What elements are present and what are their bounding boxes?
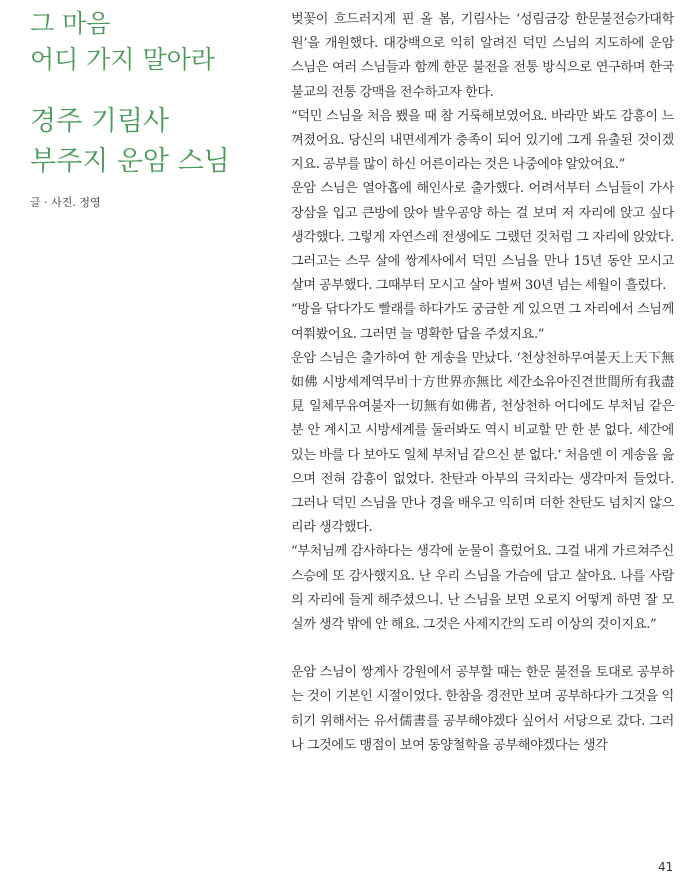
headline <box>30 6 280 78</box>
title-area <box>30 6 280 210</box>
paragraph-4: “방을 닦다가도 빨래를 하다가도 궁금한 게 있으면 그 자리에서 스님께 여쭤봤어요. 그러면 늘 명확한 답을 주셨지요.” <box>291 302 674 342</box>
paragraph-5: 운암 스님은 출가하여 한 게송을 만났다. ‘천상천하무여불天上天下無如佛 시방세계역무비十方世界亦無比 세간소유아진견世間所有我盡見 일체무유여불자一切無有如佛者, 천상천하 어디에도 부처님 같은 분 안 계시고 시방세계를 둘러봐도 역시 비교할 만 한 분 없다. 세간에 있는 바를 다 보아도 일체 부처님 같으신 분 없다.’ 처음엔 이 게송을 읊으며 전혀 감흥이 없었다. 찬탄과 아부의 극치라는 생각마저 들었다. 그러나 덕민 스님을 만나 경을 배우고 익히며 더한 찬탄도 넘치지 않으리라 생각했다. <box>291 350 674 536</box>
author-credit: 글 · 사진. 정영 <box>30 196 101 209</box>
paragraph-3: 운암 스님은 열아홉에 해인사로 출가했다. 어려서부터 스님들이 가사장삼을 입고 큰방에 앉아 발우공양 하는 걸 보며 저 자리에 앉고 싶다 생각했다. 그렇게 자연스레 전생에도 그랬던 것처럼 그 자리에 앉았다. 그러고는 스무 살에 쌍계사에서 덕민 스님을 만나 15년 동안 모시고 살며 공부했다. 그때부터 모시고 살아 벌써 30년 넘는 세월이 흘렀다. <box>291 181 674 294</box>
paragraph-2: “덕민 스님을 처음 뵀을 때 참 거룩해보였어요. 바라만 봐도 감흥이 느껴졌어요. 당신의 내면세계가 충족이 되어 있기에 그게 유출된 것이겠지요. 공부를 많이 하신 어른이라는 것은 나중에야 알았어요.” <box>291 108 674 173</box>
page-number: 41 <box>658 860 674 874</box>
subject-line-2: 부주지 운암 스님 <box>30 146 230 177</box>
subject-line-1: 경주 기림사 <box>30 106 169 137</box>
paragraph-1: 벚꽃이 흐드러지게 핀 올 봄, 기림사는 ‘성림금강 한문불전승가대학원’을 개원했다. 대강백으로 익히 알려진 덕민 스님의 지도하에 운암 스님은 여러 스님들과 함께 한문 불전을 전통 방식으로 연구하며 한국 불교의 전통 강맥을 전수하고자 한다. <box>291 12 674 100</box>
paragraph-7: 운암 스님이 쌍계사 강원에서 공부할 때는 한문 불전을 토대로 공부하는 것이 기본인 시절이었다. 한참을 경전만 보며 공부하다가 그것을 익히기 위해서는 유서儒書를 공부해야겠다 싶어서 서당으로 갔다. 그러나 그것에도 맹점이 보여 동양철학을 공부해야겠다는 생각 <box>291 665 674 753</box>
subject-heading <box>30 102 280 182</box>
article-body <box>291 8 674 758</box>
headline-line-2: 어디 가지 말아라 <box>30 45 215 74</box>
headline-line-1: 그 마음 <box>30 9 111 38</box>
paragraph-6: “부처님께 감사하다는 생각에 눈물이 흘렀어요. 그걸 내게 가르쳐주신 스승에 또 감사했지요. 난 우리 스님을 가슴에 담고 살아요. 나를 사람의 자리에 들게 해주셨으니. 난 스님을 보면 오로지 어떻게 하면 잘 모실까 생각 밖에 안 해요. 그것은 사제지간의 도리 이상의 것이지요.” <box>291 544 674 633</box>
